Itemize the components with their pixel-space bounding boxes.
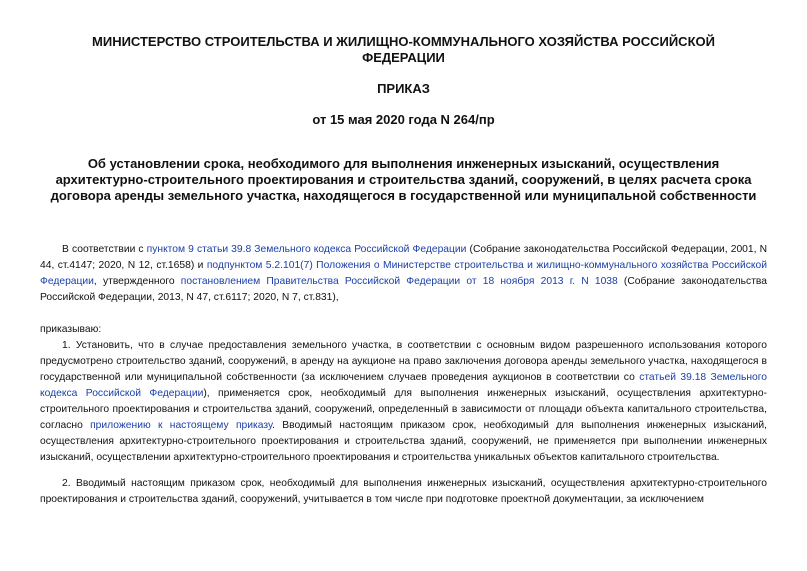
link-land-code-article-39-18[interactable]: статьей 39.18 Земельного кодекса Российской Федерации xyxy=(40,372,767,399)
link-land-code-article-39-8[interactable]: пунктом 9 статьи 39.8 Земельного кодекса Российской Федерации xyxy=(146,244,467,255)
intro-text-1: В соответствии с xyxy=(62,244,147,255)
link-order-appendix[interactable]: приложению к настоящему приказу xyxy=(90,420,273,431)
link-government-decree[interactable]: постановлением Правительства Российской Федерации от 18 ноября 2013 г. N 1038 xyxy=(180,276,618,287)
intro-text-3: , утвержденного xyxy=(93,276,181,287)
item-1-paragraph xyxy=(40,338,767,466)
document-title: Об установлении срока, необходимого для выполнения инженерных изысканий, осуществления архитектурно-строительного проектирования и строительства зданий, сооружений, в целях расчета срока договора аренды земельного участка, находящегося в государственной или муниципальной собственности xyxy=(50,156,757,203)
item-2-paragraph: 2. Вводимый настоящим приказом срок, необходимый для выполнения инженерных изысканий, осуществления архитектурно-строительного проектирования и строительства зданий, сооружений, учитывается в том числе при подготовке проектной документации, за исключением xyxy=(40,478,767,505)
item-1-text-3: . Вводимый настоящим приказом срок, необходимый для выполнения инженерных изысканий, осуществления архитектурно-строительного проектирования и строительства зданий, сооружений, не применяется при выполнении инженерных изысканий, осуществлении архитектурно-строительного проектирования и строительства уникальных объектов капитального строительства. xyxy=(40,420,767,463)
prikazyvayu-line: приказываю: xyxy=(40,324,102,335)
intro-text-2: (Собрание законодательства Российской Федерации, 2001, N 44, ст.4147; 2020, N 12, ст.1658) и xyxy=(40,244,767,271)
document-page xyxy=(40,34,767,508)
item-1-text-2: ), применяется срок, необходимый для выполнения инженерных изысканий, осуществления архитектурно-строительного проектирования и строительства зданий, сооружений, определенный в зависимости от площади объекта капитального строительства, согласно xyxy=(40,388,768,431)
order-date: от 15 мая 2020 года N 264/пр xyxy=(312,112,495,127)
item-1-text-1: 1. Установить, что в случае предоставления земельного участка, в соответствии с основным видом разрешенного использования которого предусмотрено строительство зданий, сооружений, в аренду на аукционе на право заключения договора аренды земельного участка, находящегося в государственной или муниципальной собственности (за исключением случаев проведения аукционов в соответствии со xyxy=(40,340,767,383)
ministry-heading: МИНИСТЕРСТВО СТРОИТЕЛЬСТВА И ЖИЛИЩНО-КОММУНАЛЬНОГО ХОЗЯЙСТВА РОССИЙСКОЙ ФЕДЕРАЦИИ xyxy=(92,34,715,65)
intro-paragraph xyxy=(40,242,767,306)
intro-text-4: (Собрание законодательства Российской Федерации, 2013, N 47, ст.6117; 2020, N 7, ст.831), xyxy=(40,276,767,303)
link-ministry-regulation[interactable]: подпунктом 5.2.101(7) Положения о Министерстве строительства и жилищно-коммунального хозяйства Российской Федерации xyxy=(40,260,767,287)
order-heading: ПРИКАЗ xyxy=(377,81,430,96)
